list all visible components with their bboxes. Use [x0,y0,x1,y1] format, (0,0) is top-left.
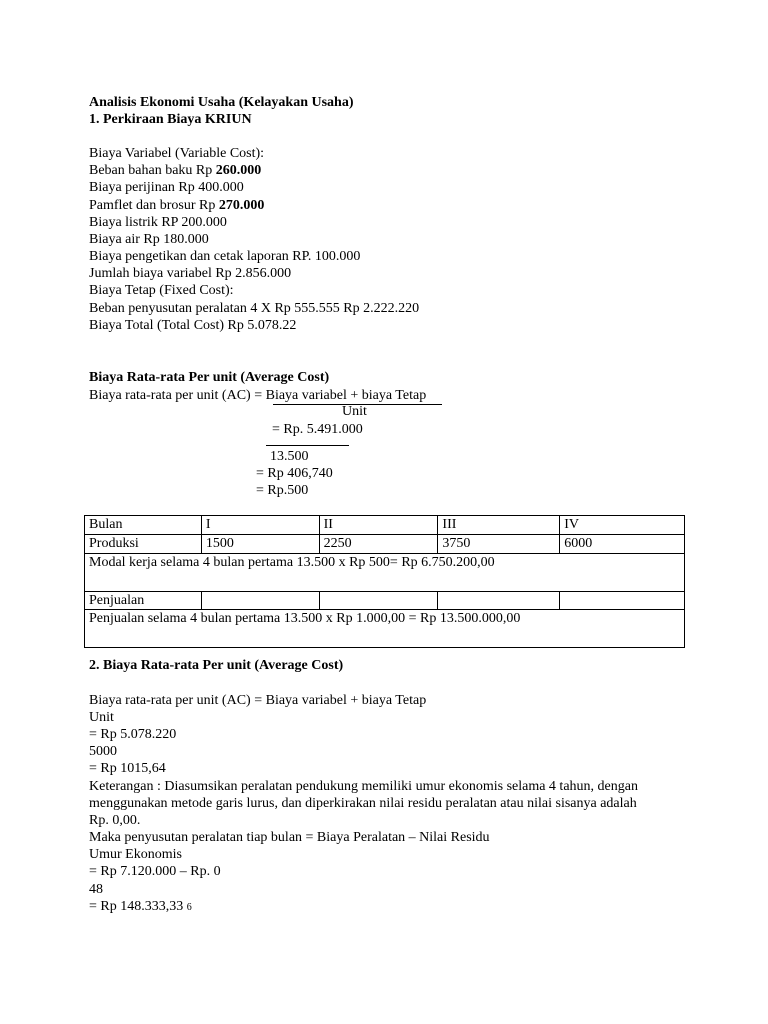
s2-line: = Rp 7.120.000 – Rp. 0 [89,864,221,879]
table-cell: Bulan [85,516,202,535]
table-cell [560,592,685,610]
cost-item-raw-material: Beban bahan baku Rp 260.000 [89,163,262,178]
document-title: Analisis Ekonomi Usaha (Kelayakan Usaha) [89,95,354,110]
table-cell: 1500 [201,535,319,554]
section-2-heading: 2. Biaya Rata-rata Per unit (Average Cost) [89,658,344,673]
average-cost-step-1-denominator: 13.500 [270,449,309,464]
table-cell: 3750 [438,535,560,554]
average-cost-step-1: = Rp. 5.491.000 [272,422,363,437]
table-row [85,610,685,648]
cost-item-printing: Biaya pengetikan dan cetak laporan RP. 100.000 [89,249,361,264]
table-cell [438,592,560,610]
s2-line: Keterangan : Diasumsikan peralatan pendukung memiliki umur ekonomis selama 4 tahun, dengan [89,779,638,794]
table-cell: 2250 [319,535,438,554]
table-row [85,592,685,610]
cost-item-water: Biaya air Rp 180.000 [89,232,209,247]
table-cell-sales: Penjualan selama 4 bulan pertama 13.500 x Rp 1.000,00 = Rp 13.500.000,00 [85,610,685,648]
fixed-cost-heading: Biaya Tetap (Fixed Cost): [89,283,234,298]
cost-item-electricity: Biaya listrik RP 200.000 [89,215,227,230]
s2-line: Umur Ekonomis [89,847,182,862]
cost-item-permit: Biaya perijinan Rp 400.000 [89,180,244,195]
s2-line: = Rp 1015,64 [89,761,166,776]
s2-line: Rp. 0,00. [89,813,141,828]
table-cell: 6000 [560,535,685,554]
table-cell: II [319,516,438,535]
s2-line: 48 [89,882,103,897]
cost-item-depreciation: Beban penyusutan peralatan 4 X Rp 555.555 Rp 2.222.220 [89,301,420,316]
table-cell: I [201,516,319,535]
step-fraction-bar [266,445,349,446]
s2-line: 5000 [89,744,117,759]
variable-cost-heading: Biaya Variabel (Variable Cost): [89,146,265,161]
production-table [84,515,685,648]
s2-line: Unit [89,710,114,725]
page-footnote: 6 [186,902,192,913]
table-cell [319,592,438,610]
s2-line: menggunakan metode garis lurus, dan diperkirakan nilai residu peralatan atau nilai sisanya adalah [89,796,637,811]
formula-denominator: Unit [342,404,367,419]
section-1-heading: 1. Perkiraan Biaya KRIUN [89,112,252,127]
table-cell: Produksi [85,535,202,554]
table-cell-working-capital: Modal kerja selama 4 bulan pertama 13.500 x Rp 500= Rp 6.750.200,00 [85,554,685,592]
average-cost-step-3: = Rp.500 [256,483,309,498]
table-row [85,535,685,554]
table-row [85,516,685,535]
table-row [85,554,685,592]
cost-item-total-cost: Biaya Total (Total Cost) Rp 5.078.22 [89,318,297,333]
average-cost-formula: Biaya rata-rata per unit (AC) = Biaya variabel + biaya Tetap [89,388,427,403]
table-cell: III [438,516,560,535]
cost-item-pamphlet: Pamflet dan brosur Rp 270.000 [89,198,265,213]
table-cell: IV [560,516,685,535]
table-cell [201,592,319,610]
table-cell: Penjualan [85,592,202,610]
cost-item-variable-total: Jumlah biaya variabel Rp 2.856.000 [89,266,292,281]
average-cost-step-2: = Rp 406,740 [256,466,333,481]
s2-line: Maka penyusutan peralatan tiap bulan = Biaya Peralatan – Nilai Residu [89,830,490,845]
s2-line-last: = Rp 148.333,33 6 [89,899,192,914]
average-cost-heading: Biaya Rata-rata Per unit (Average Cost) [89,370,330,385]
s2-line: Biaya rata-rata per unit (AC) = Biaya variabel + biaya Tetap [89,693,427,708]
s2-line: = Rp 5.078.220 [89,727,177,742]
